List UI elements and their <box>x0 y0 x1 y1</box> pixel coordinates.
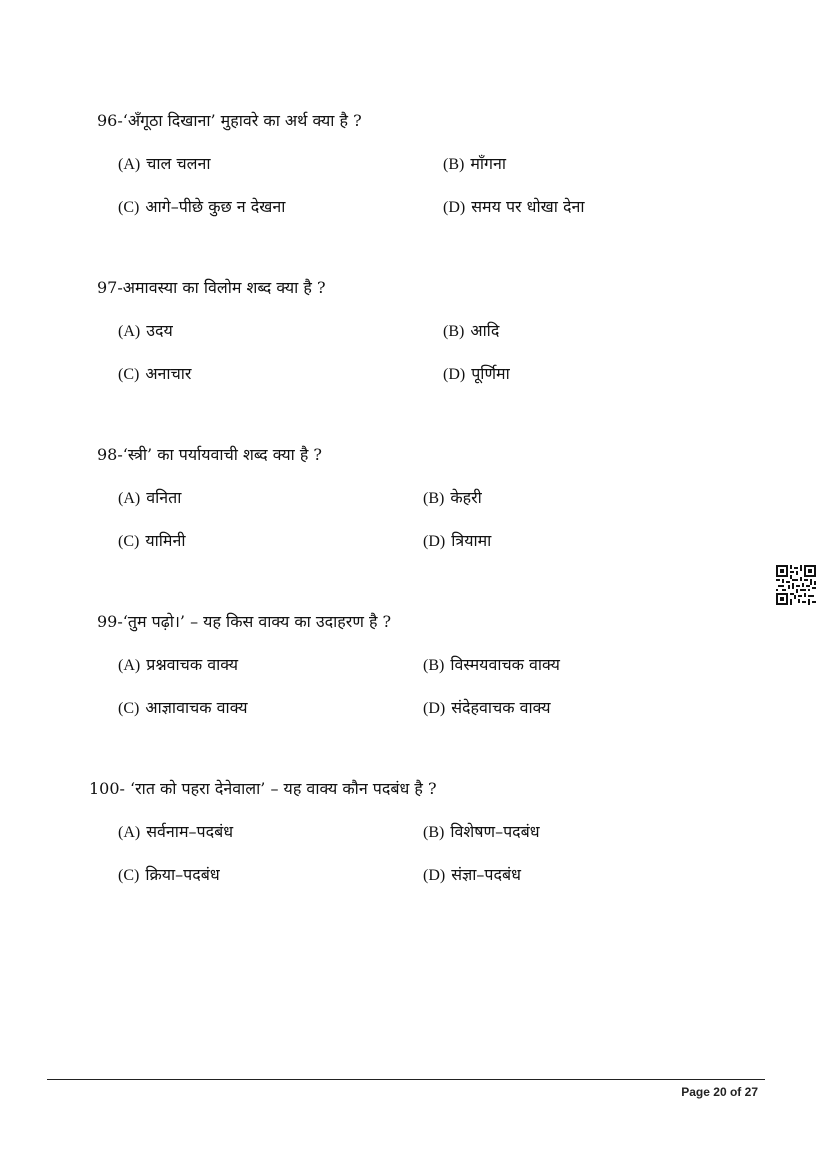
option-letter: (D) <box>443 199 466 216</box>
question-text <box>97 277 326 299</box>
option-letter: (B) <box>443 156 465 173</box>
question-98 <box>0 444 827 564</box>
option-text: केहरी <box>450 488 482 507</box>
question-prompt: ‘स्त्री’ का पर्यायवाची शब्द क्या है ? <box>122 445 322 464</box>
page-label: Page <box>681 1085 710 1099</box>
option-c <box>118 530 186 553</box>
option-b <box>423 821 540 844</box>
question-100 <box>0 778 827 898</box>
option-c <box>118 697 248 720</box>
option-letter: (B) <box>443 323 465 340</box>
page-current: 20 <box>713 1085 727 1099</box>
question-number: 97- <box>97 278 123 297</box>
option-d <box>423 697 550 720</box>
option-c <box>118 363 191 386</box>
option-b <box>443 320 499 343</box>
option-text: चाल चलना <box>146 154 211 173</box>
option-d <box>423 864 521 887</box>
question-97 <box>0 277 827 397</box>
option-letter: (D) <box>423 533 446 550</box>
option-text: संदेहवाचक वाक्य <box>451 698 551 717</box>
option-text: विस्मयवाचक वाक्य <box>450 655 560 674</box>
option-text: अनाचार <box>145 364 192 383</box>
option-a <box>118 153 211 176</box>
option-letter: (B) <box>423 490 445 507</box>
question-prompt: अमावस्या का विलोम शब्द क्या है ? <box>122 278 326 297</box>
option-d <box>443 363 510 386</box>
option-letter: (B) <box>423 657 445 674</box>
question-prompt: ‘अँगूठा दिखाना’ मुहावरे का अर्थ क्या है ? <box>122 111 362 130</box>
option-d <box>423 530 491 553</box>
question-prompt: ‘रात को पहरा देनेवाला’ – यह वाक्य कौन पदबंध है ? <box>124 779 437 798</box>
question-number: 98- <box>97 445 123 464</box>
option-text: क्रिया–पदबंध <box>145 865 220 884</box>
option-c <box>118 864 220 887</box>
option-text: यामिनी <box>145 531 186 550</box>
option-text: उदय <box>146 321 173 340</box>
option-text: सर्वनाम–पदबंध <box>146 822 234 841</box>
option-text: माँगना <box>470 154 507 173</box>
option-letter: (B) <box>423 824 445 841</box>
option-text: प्रश्नवाचक वाक्य <box>146 655 239 674</box>
question-text <box>97 110 362 132</box>
option-letter: (A) <box>118 824 141 841</box>
option-b <box>423 487 482 510</box>
option-a <box>118 320 173 343</box>
question-number: 100- <box>89 779 125 798</box>
option-text: वनिता <box>146 488 182 507</box>
option-text: आगे–पीछे कुछ न देखना <box>145 197 286 216</box>
option-text: विशेषण–पदबंध <box>450 822 540 841</box>
question-99 <box>0 611 827 731</box>
page-total: 27 <box>744 1085 758 1099</box>
option-letter: (C) <box>118 700 140 717</box>
question-number: 96- <box>97 111 123 130</box>
option-d <box>443 196 585 219</box>
option-letter: (D) <box>443 366 466 383</box>
option-letter: (C) <box>118 199 140 216</box>
question-text <box>97 444 322 466</box>
option-text: आज्ञावाचक वाक्य <box>145 698 248 717</box>
option-letter: (A) <box>118 323 141 340</box>
option-text: त्रियामा <box>451 531 492 550</box>
option-b <box>443 153 506 176</box>
question-prompt: ‘तुम पढ़ो।’ – यह किस वाक्य का उदाहरण है ? <box>122 612 392 631</box>
option-c <box>118 196 285 219</box>
option-text: आदि <box>470 321 500 340</box>
option-letter: (A) <box>118 156 141 173</box>
option-letter: (A) <box>118 657 141 674</box>
option-letter: (D) <box>423 867 446 884</box>
question-96 <box>0 110 827 230</box>
option-text: संज्ञा–पदबंध <box>451 865 521 884</box>
question-number: 99- <box>97 612 123 631</box>
question-text <box>89 778 437 800</box>
qr-code-icon <box>776 565 816 605</box>
option-letter: (C) <box>118 366 140 383</box>
option-b <box>423 654 560 677</box>
option-letter: (A) <box>118 490 141 507</box>
option-text: पूर्णिमा <box>471 364 510 383</box>
of-label: of <box>729 1085 742 1099</box>
option-a <box>118 654 238 677</box>
option-a <box>118 821 233 844</box>
option-a <box>118 487 181 510</box>
footer-divider <box>47 1079 765 1080</box>
option-letter: (D) <box>423 700 446 717</box>
option-letter: (C) <box>118 533 140 550</box>
option-text: समय पर धोखा देना <box>471 197 585 216</box>
option-letter: (C) <box>118 867 140 884</box>
question-text <box>97 611 391 633</box>
page-number <box>681 1085 758 1099</box>
